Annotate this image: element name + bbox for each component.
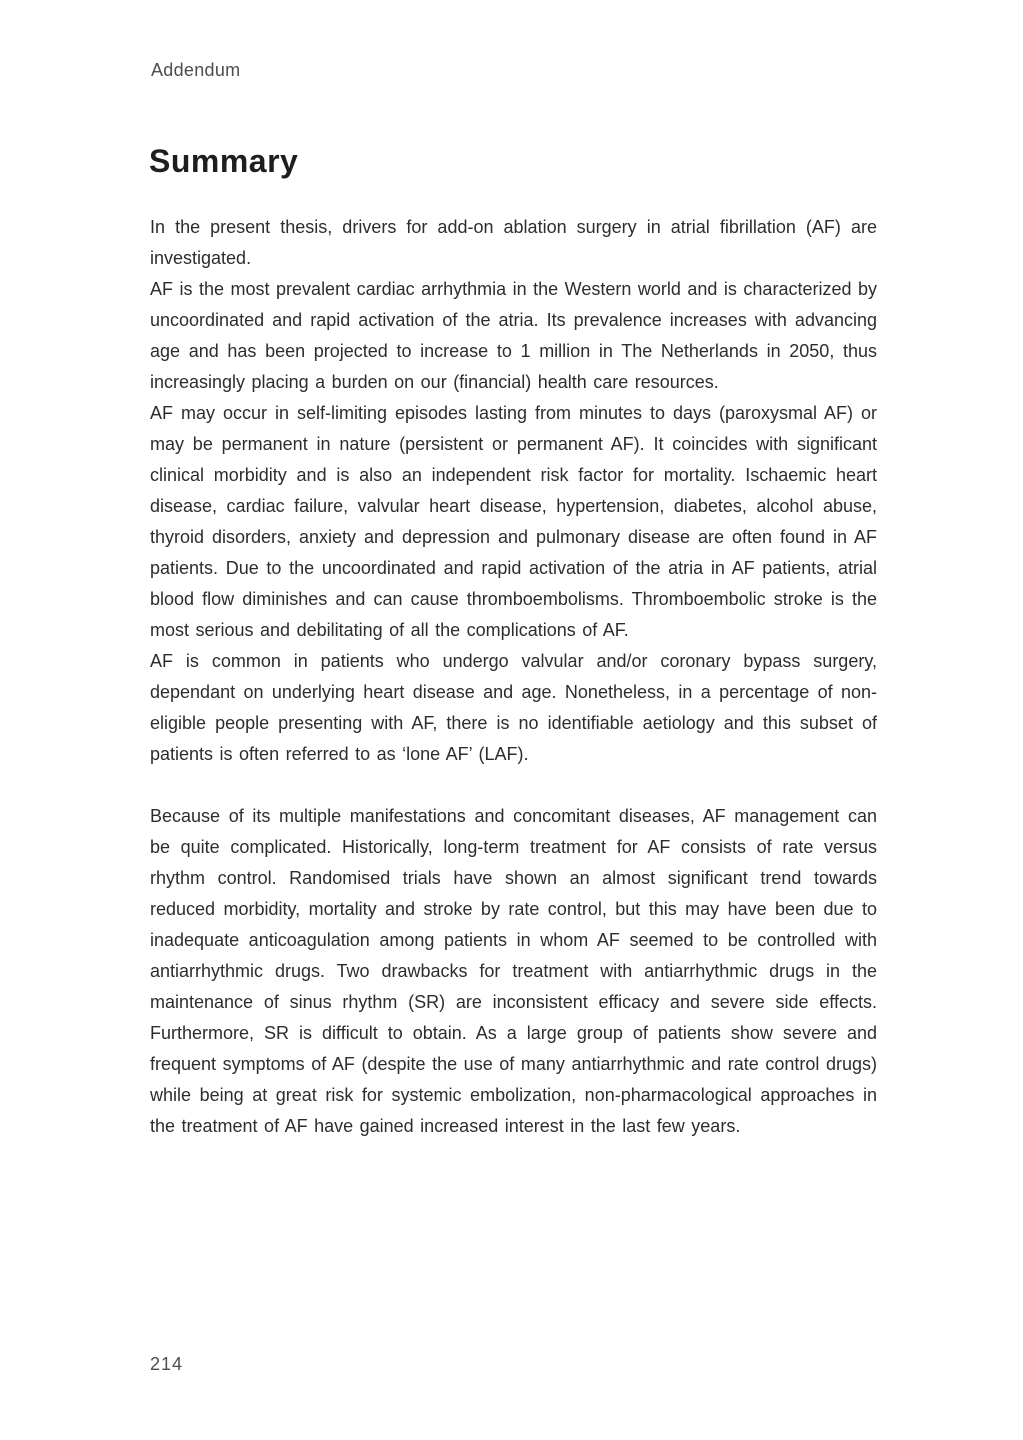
paragraph: In the present thesis, drivers for add-on ablation surgery in atrial fibrillation (AF) are investigated. [150, 217, 877, 268]
paragraph: AF may occur in self-limiting episodes lasting from minutes to days (paroxysmal AF) or may be permanent in nature (persistent or permanent AF). It coincides with significant clinical morbidity and is also an independent risk factor for mortality. Ischaemic heart disease, cardiac failure, valvular heart disease, hypertension, diabetes, alcohol abuse, thyroid disorders, anxiety and depression and pulmonary disease are often found in AF patients. Due to the uncoordinated and rapid activation of the atria in AF patients, atrial blood flow diminishes and can cause thromboembolisms. Thromboembolic stroke is the most serious and debilitating of all the complications of AF. [150, 403, 877, 640]
page-number: 214 [150, 1354, 184, 1374]
paragraph: AF is the most prevalent cardiac arrhythmia in the Western world and is characterized by uncoordinated and rapid activation of the atria. Its prevalence increases with advancing age and has been projected to increase to 1 million in The Netherlands in 2050, thus increasingly placing a burden on our (financial) health care resources. [150, 279, 877, 392]
body-text [150, 212, 877, 1142]
page-title: Summary [149, 143, 299, 179]
paragraph: AF is common in patients who undergo valvular and/or coronary bypass surgery, dependant on underlying heart disease and age. Nonetheless, in a percentage of non-eligible people presenting with AF, there is no identifiable aetiology and this subset of patients is often referred to as ‘lone AF’ (LAF). [150, 651, 877, 764]
paragraph: Because of its multiple manifestations and concomitant diseases, AF management can be quite complicated. Historically, long-term treatment for AF consists of rate versus rhythm control. Randomised trials have shown an almost significant trend towards reduced morbidity, mortality and stroke by rate control, but this may have been due to inadequate anticoagulation among patients in whom AF seemed to be controlled with antiarrhythmic drugs. Two drawbacks for treatment with antiarrhythmic drugs in the maintenance of sinus rhythm (SR) are inconsistent efficacy and severe side effects. Furthermore, SR is difficult to obtain. As a large group of patients show severe and frequent symptoms of AF (despite the use of many antiarrhythmic and rate control drugs) while being at great risk for systemic embolization, non-pharmacological approaches in the treatment of AF have gained increased interest in the last few years. [150, 806, 877, 1136]
running-header: Addendum [151, 60, 241, 80]
